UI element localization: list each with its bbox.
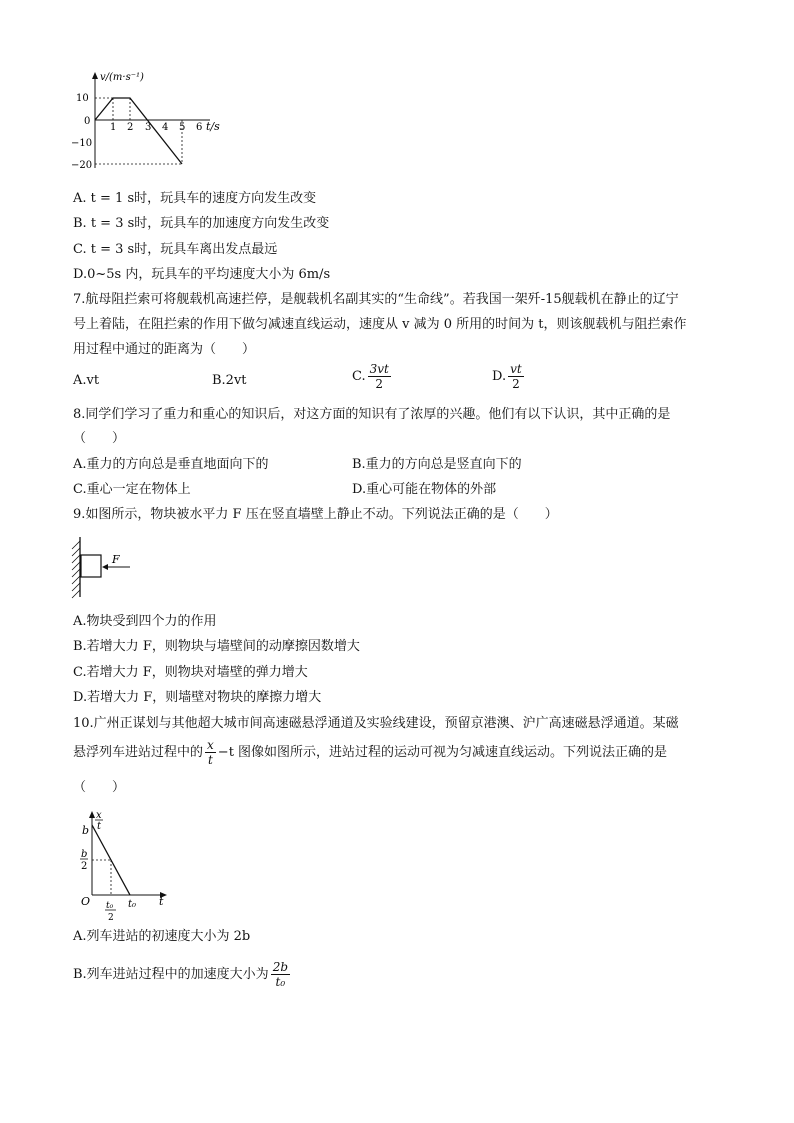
y-tick-10: 10 [76,93,89,104]
half-b-den: 2 [81,861,88,872]
q8-stem-line1: 8.同学们学习了重力和重心的知识后，对这方面的知识有了浓厚的兴趣。他们有以下认识，其中正确的是 [73,407,671,422]
q7-option-d-numerator: vt [510,362,522,376]
x-tick-5: 5 [179,122,186,133]
q7-option-d-fraction [508,362,524,391]
q10-stem-line2-end: −t 图像如图所示，进站过程的运动可视为匀减速直线运动。下列说法正确的是 [217,745,668,760]
q6-option-d: D.0~5s 内，玩具车的平均速度大小为 6m/s [73,267,331,282]
q9-stem: 9.如图所示，物块被水平力 F 压在竖直墙壁上静止不动。下列说法正确的是（ ） [73,507,558,522]
q7-stem-line2: 号上着陆，在阻拦索的作用下做匀减速直线运动，速度从 v 减为 0 所用的时间为 t，则该舰载机与阻拦索作 [73,317,687,332]
half-t0-den: 2 [108,913,114,923]
q7-option-d-prefix: D. [492,369,507,384]
origin-label: O [81,895,91,908]
y-tick-0: 0 [84,116,91,127]
x-tick-6: 6 [196,122,203,133]
q7-option-d [492,362,526,391]
x-axis-label: t/s [206,120,220,133]
t-axis-label: t [159,895,164,908]
q10-option-b-prefix: B.列车进站过程中的加速度大小为 [73,967,269,982]
q9-option-c: C.若增大力 F，则物块对墙壁的弹力增大 [73,665,308,680]
q8-option-b: B.重力的方向总是竖直向下的 [352,457,522,472]
half-t0-num: t₀ [106,901,114,911]
q7-option-a: A.vt [73,373,100,388]
q10-xt-fraction [205,738,216,767]
x-tick-1: 1 [110,122,117,133]
q6-option-a: A. t = 1 s时，玩具车的速度方向发生改变 [73,191,317,206]
q10-xt-denominator: t [207,753,213,767]
q7-option-d-denominator: 2 [512,377,520,391]
q10-option-b-denominator: t₀ [275,975,286,989]
xt-t-graph-figure [72,808,182,923]
q9-option-b: B.若增大力 F，则物块与墙壁间的动摩擦因数增大 [73,639,360,654]
q6-option-c: C. t = 3 s时，玩具车离出发点最远 [73,242,278,257]
q10-option-a: A.列车进站的初速度大小为 2b [73,929,251,944]
q10-option-b-fraction [271,960,290,989]
q9-option-a: A.物块受到四个力的作用 [73,614,217,629]
q10-stem-line1: 10.广州正谋划与其他超大城市间高速磁悬浮通道及实验线建设，预留京港澳、沪广高速磁悬浮通道。某磁 [73,716,679,731]
q7-option-c [352,362,393,391]
q8-option-c: C.重心一定在物体上 [73,482,191,497]
y-axis-arrow [89,811,95,818]
y-axis-label-den: t [97,821,102,832]
y-tick-neg20: −20 [71,160,93,171]
q8-option-d: D.重心可能在物体的外部 [352,482,497,497]
q8-option-a: A.重力的方向总是垂直地面向下的 [73,457,269,472]
q7-option-c-numerator: 3vt [369,362,389,376]
block [81,555,101,577]
force-label: F [112,553,120,566]
q7-stem-line3: 用过程中通过的距离为（ ） [73,342,256,357]
x-tick-3: 3 [145,122,152,133]
q7-option-c-prefix: C. [352,369,366,384]
t0-label: t₀ [128,899,137,910]
y-axis-label: v/(m·s⁻¹) [100,72,144,83]
q10-stem-line3: （ ） [73,780,126,795]
wall-hatching [72,541,80,598]
velocity-line [95,98,182,164]
q7-stem-line1: 7.航母阻拦索可将舰载机高速拦停，是舰载机名副其实的“生命线”。若我国一架歼-15舰载机在静止的辽宁 [73,292,679,307]
q10-option-b [73,960,292,989]
q10-stem-line2-start: 悬浮列车进站过程中的 [73,745,204,760]
y-tick-neg10: −10 [71,138,93,149]
q10-option-b-numerator: 2b [272,960,289,974]
q6-option-b: B. t = 3 s时，玩具车的加速度方向发生改变 [73,216,330,231]
q7-option-b: B.2vt [212,373,247,388]
half-b-num: b [81,849,88,860]
wall-block-figure [68,535,148,600]
y-axis-label-num: x [96,810,102,821]
y-axis-arrow [92,72,98,79]
x-tick-4: 4 [162,122,169,133]
vt-graph-figure [70,68,230,173]
q7-option-c-fraction [368,362,391,391]
q9-option-d: D.若增大力 F，则墙壁对物块的摩擦力增大 [73,690,322,705]
x-tick-2: 2 [127,122,134,133]
b-label: b [82,824,90,837]
q8-stem-line2: （ ） [73,431,126,446]
q10-stem-line2 [73,738,667,767]
force-arrowhead [102,564,108,570]
q10-xt-numerator: x [207,738,214,752]
q7-option-c-denominator: 2 [375,377,384,391]
